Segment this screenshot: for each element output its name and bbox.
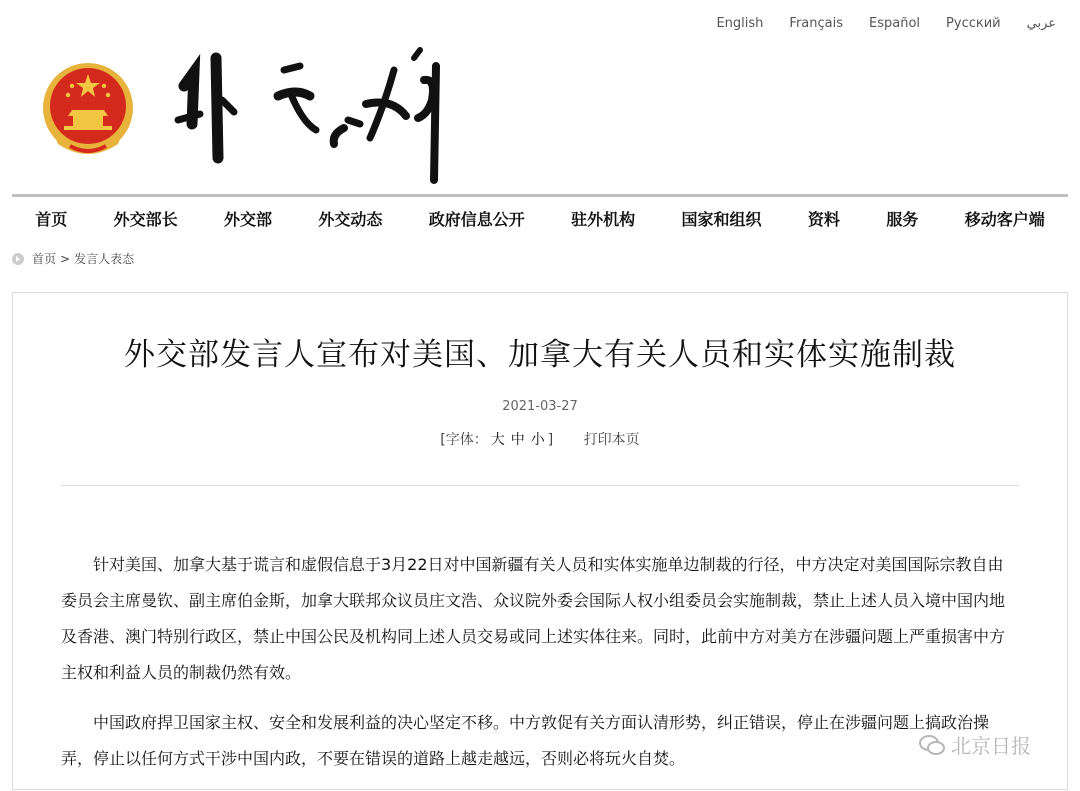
watermark [919,730,1031,759]
lang-russian[interactable]: Русский [946,16,1001,31]
lang-english[interactable]: English [716,16,764,31]
article-paragraph: 针对美国、加拿大基于谎言和虚假信息于3月22日对中国新疆有关人员和实体实施单边制裁的行径，中方决定对美国国际宗教自由委员会主席曼钦、副主席伯金斯，加拿大联邦众议员庄文浩、众议院外委会国际人权小组委员会实施制裁，禁止上述人员入境中国内地及香港、澳门特别行政区，禁止中国公民及机构同上述人员交易或同上述实体往来。同时，此前中方对美方在涉疆问题上严重损害中方主权和利益人员的制裁仍然有效。 [61,555,1006,682]
nav-ministry[interactable]: 外交部 [223,209,272,229]
font-size-small[interactable]: 小 [530,432,545,448]
ministry-calligraphy-logo[interactable] [170,40,460,190]
font-size-label: [字体： [440,432,488,448]
breadcrumb-home[interactable]: 首页 [32,252,57,266]
national-emblem-icon[interactable] [40,60,136,160]
lang-french[interactable]: Français [789,16,844,31]
print-page-link[interactable]: 打印本页 [583,432,640,448]
breadcrumb [12,250,134,267]
article-card [12,292,1068,790]
font-size-close: ] [547,432,554,448]
article-tools [13,429,1067,449]
article-date: 2021-03-27 [502,399,578,414]
nav-gov-info[interactable]: 政府信息公开 [428,209,525,229]
watermark-text: 北京日报 [951,734,1031,758]
wechat-icon [919,734,945,756]
nav-resources[interactable]: 资料 [807,209,840,229]
main-nav [12,198,1068,238]
article-body [61,547,1013,791]
article-divider [61,485,1019,486]
breadcrumb-current[interactable]: 发言人表态 [74,252,135,266]
lang-spanish[interactable]: Español [869,16,921,31]
lang-arabic[interactable]: عربي [1026,16,1056,31]
nav-missions-abroad[interactable]: 驻外机构 [571,209,636,229]
breadcrumb-separator: > [60,251,71,266]
breadcrumb-arrow-icon [12,253,24,265]
article-paragraph: 中国政府捍卫国家主权、安全和发展利益的决心坚定不移。中方敦促有关方面认清形势，纠正错误，停止在涉疆问题上搞政治操弄，停止以任何方式干涉中国内政，不要在错误的道路上越走越远，否则必将玩火自焚。 [61,713,990,768]
header-rule [12,194,1068,197]
nav-mobile-client[interactable]: 移动客户端 [964,209,1045,229]
font-size-large[interactable]: 大 [490,432,505,448]
font-size-medium[interactable]: 中 [510,432,525,448]
nav-countries-orgs[interactable]: 国家和组织 [681,209,762,229]
nav-services[interactable]: 服务 [886,209,919,229]
article-title: 外交部发言人宣布对美国、加拿大有关人员和实体实施制裁 [124,337,956,373]
nav-diplomatic-news[interactable]: 外交动态 [318,209,383,229]
nav-home[interactable]: 首页 [35,209,68,229]
nav-foreign-minister[interactable]: 外交部长 [113,209,178,229]
language-bar [716,16,1056,31]
